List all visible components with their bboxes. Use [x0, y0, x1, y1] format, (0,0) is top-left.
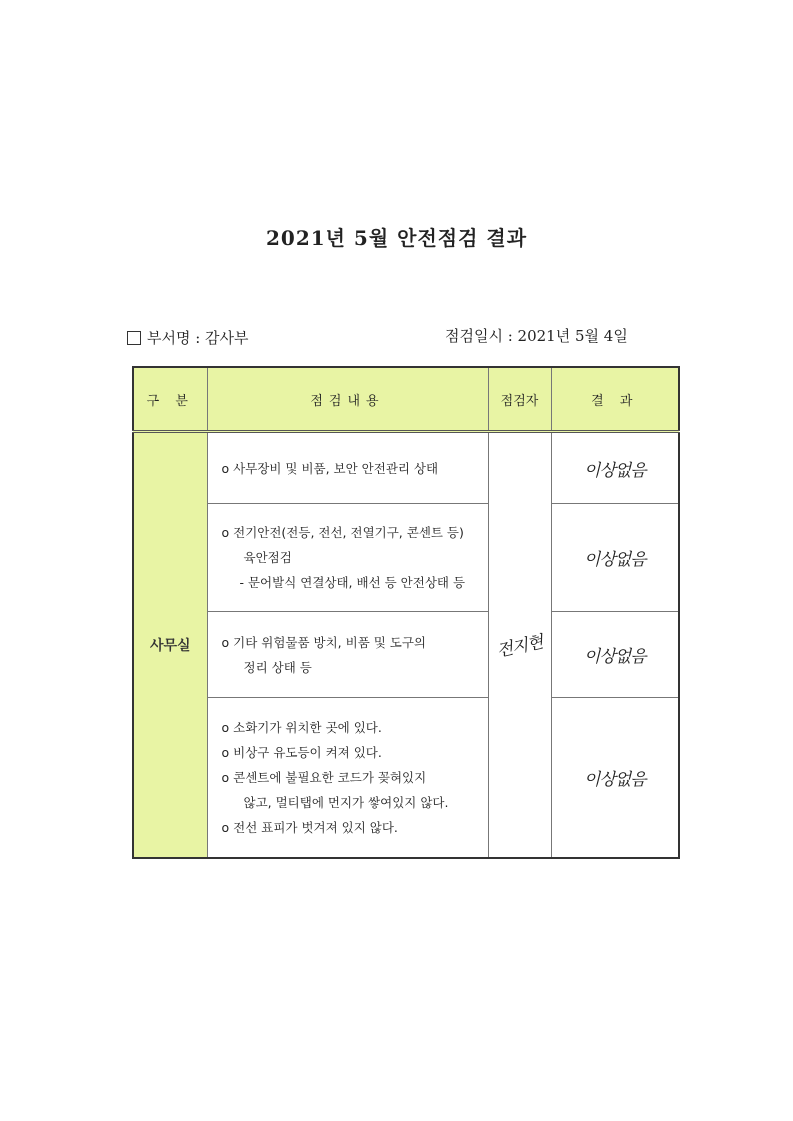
- content-line: o 전기안전(전등, 전선, 전열기구, 콘센트 등): [221, 525, 464, 540]
- table-row: [133, 504, 679, 612]
- header-result: 결 과: [551, 367, 679, 432]
- content-cell: [207, 432, 488, 504]
- content-cell: [207, 612, 488, 698]
- header-category: 구 분: [133, 367, 207, 432]
- header-content: 점검내용: [207, 367, 488, 432]
- content-line: o 소화기가 위치한 곳에 있다.: [221, 719, 382, 735]
- content-line: 않고, 멀티탭에 먼지가 쌓여있지 않다.: [243, 794, 449, 810]
- content-line: o 비상구 유도등이 켜져 있다.: [221, 744, 382, 760]
- result-cell: 이상없음: [551, 612, 679, 698]
- table-header-row: [133, 367, 679, 432]
- content-line: o 전선 표피가 벗겨져 있지 않다.: [221, 819, 398, 835]
- checkbox-icon: [127, 331, 141, 345]
- content-line: o 사무장비 및 비품, 보안 안전관리 상태: [221, 460, 439, 476]
- table-row: [133, 432, 679, 504]
- inspector-cell: [488, 432, 551, 858]
- inspector-signature: 전지현: [495, 632, 545, 662]
- inspection-table: [132, 366, 680, 859]
- content-subline: - 문어발식 연결상태, 배선 등 안전상태 등: [239, 575, 466, 590]
- table-row: [133, 698, 679, 858]
- content-line: 정리 상태 등: [243, 659, 312, 675]
- content-cell: [207, 698, 488, 858]
- header-inspector: 점검자: [488, 367, 551, 432]
- result-cell: 이상없음: [551, 432, 679, 504]
- content-line: 육안점검: [243, 550, 292, 565]
- content-cell: [207, 504, 488, 612]
- page-title: 2021년 5월 안전점검 결과: [265, 226, 528, 250]
- content-line: o 기타 위험물품 방치, 비품 및 도구의: [221, 634, 427, 650]
- result-cell: 이상없음: [551, 504, 679, 612]
- inspection-date: 점검일시 : 2021년 5월 4일: [445, 327, 628, 345]
- result-cell: 이상없음: [551, 698, 679, 858]
- table-row: [133, 612, 679, 698]
- category-cell: 사무실: [133, 432, 207, 858]
- content-line: o 콘센트에 불필요한 코드가 꽂혀있지: [221, 769, 427, 785]
- department-info: [127, 327, 249, 348]
- department-label: 부서명 : 감사부: [147, 329, 249, 347]
